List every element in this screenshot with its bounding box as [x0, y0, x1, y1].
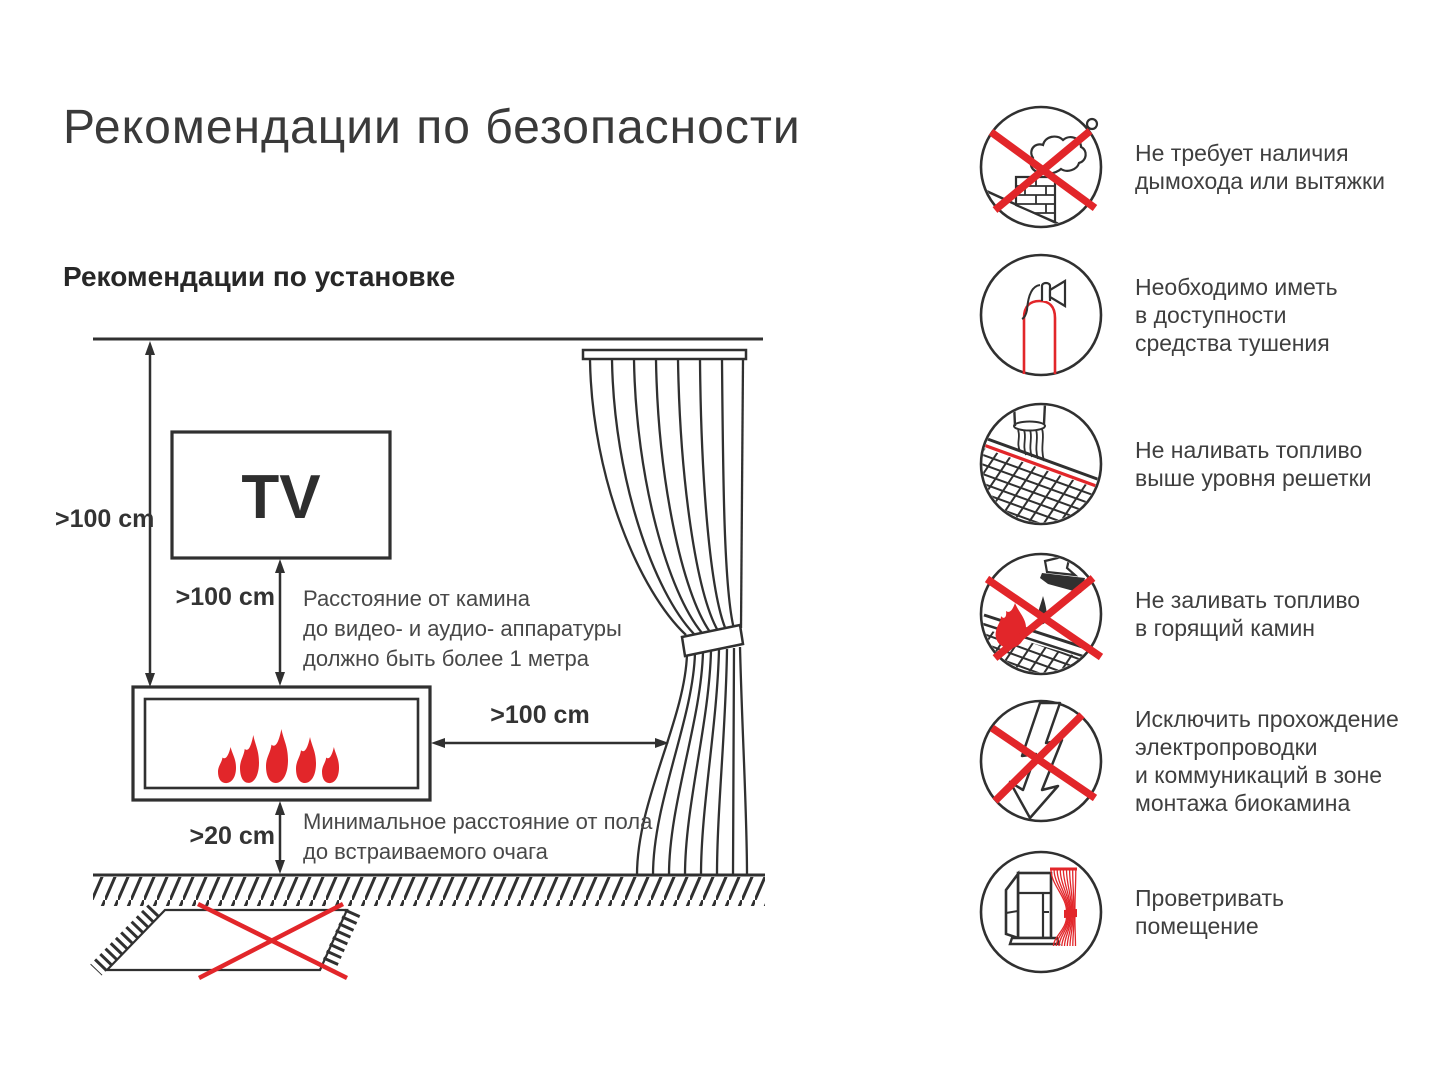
safety-item-text: Не наливать топливо выше уровня решетки [1135, 437, 1372, 491]
curtain-illustration [583, 350, 747, 875]
no-overfill-icon [978, 401, 1104, 527]
dimension-arrow-floor [275, 801, 285, 874]
note-tv-distance [303, 586, 622, 671]
dim-fireplace-to-curtain: >100 cm [490, 701, 590, 729]
carpet-crossed-out [96, 904, 353, 978]
safety-item [978, 252, 1428, 378]
safety-item [978, 849, 1428, 975]
dimension-arrow-tv-fireplace [275, 559, 285, 686]
section-title: Рекомендации по установке [63, 261, 456, 292]
fire-extinguisher-icon [978, 252, 1104, 378]
dim-tv-to-fireplace: >100 cm [175, 583, 275, 611]
page-title: Рекомендации по безопасности [63, 101, 801, 154]
no-chimney-icon [978, 104, 1104, 230]
svg-text:должно быть более 1 метра: должно быть более 1 метра [303, 646, 589, 671]
dimension-arrow-curtain [431, 738, 669, 748]
safety-item-text: Необходимо иметь в доступности средства тушения [1135, 274, 1338, 356]
floor-hatching [93, 877, 765, 906]
installation-diagram [40, 330, 780, 1000]
dim-fireplace-to-floor: >20 cm [189, 822, 275, 850]
tv-label: TV [241, 463, 321, 532]
safety-item [978, 698, 1428, 824]
no-wiring-icon [978, 698, 1104, 824]
safety-item-text: Не заливать топливо в горящий камин [1135, 587, 1361, 641]
safety-item-text: Не требует наличия дымохода или вытяжки [1135, 140, 1385, 194]
safety-item [978, 104, 1428, 230]
svg-text:до видео- и аудио- аппаратуры: до видео- и аудио- аппаратуры [303, 616, 622, 641]
ventilate-icon [978, 849, 1104, 975]
safety-item [978, 551, 1428, 677]
svg-text:до встраиваемого очага: до встраиваемого очага [303, 839, 548, 864]
fireplace-box [133, 687, 430, 800]
svg-text:Расстояние от камина: Расстояние от камина [303, 586, 531, 611]
dim-wall-to-fireplace: >100 cm [55, 505, 155, 533]
no-refuel-burning-icon [978, 551, 1104, 677]
safety-item-text: Исключить прохождение электропроводки и коммуникаций в зоне монтажа биокамина [1135, 706, 1399, 816]
safety-item-text: Проветривать помещение [1135, 885, 1285, 939]
open-window-icon [1006, 873, 1059, 944]
note-floor-distance [303, 809, 653, 864]
svg-text:Минимальное расстояние от пола: Минимальное расстояние от пола [303, 809, 653, 834]
safety-item [978, 401, 1428, 527]
